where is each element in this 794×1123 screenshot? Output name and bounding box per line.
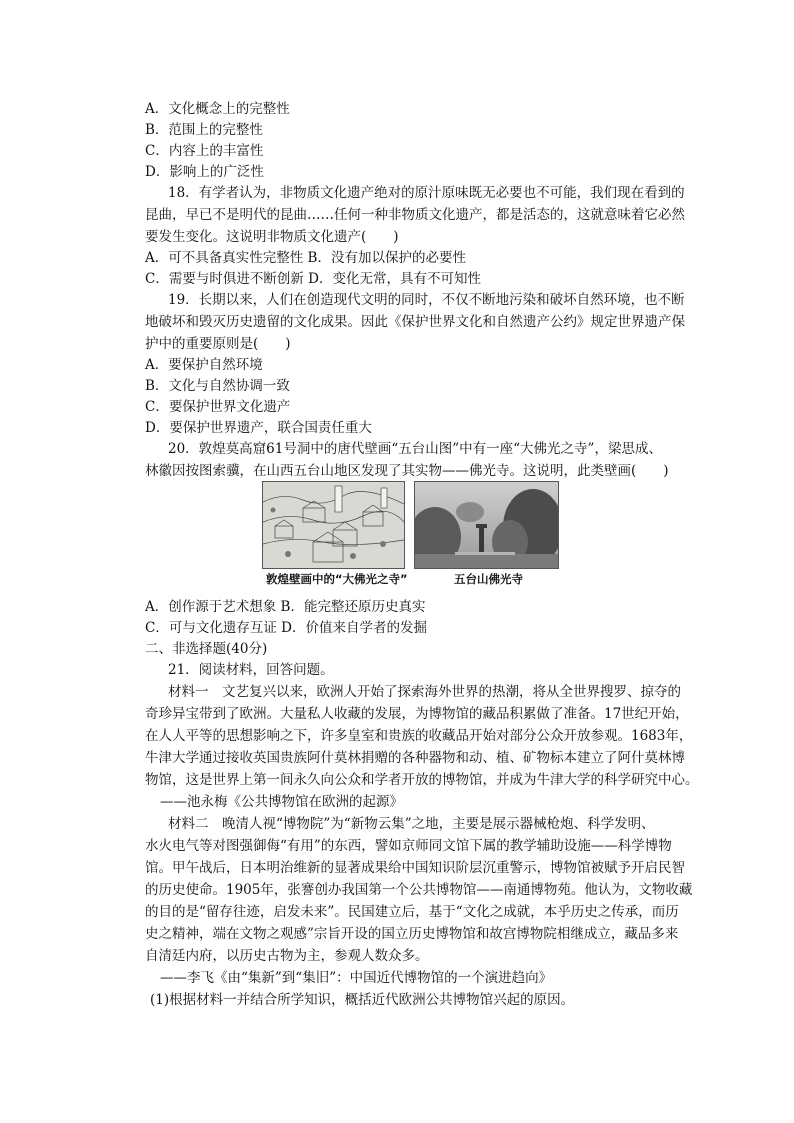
mural-caption: 敦煌壁画中的“大佛光之寺”: [266, 572, 408, 586]
material1-line3: 在人人平等的思想影响之下，许多皇室和贵族的收藏品开始对部分公众开放参观。1683年，: [145, 728, 693, 744]
material1-line4: 牛津大学通过接收英国贵族阿什莫林捐赠的各种器物和动、植、矿物标本建立了阿什莫林博: [145, 750, 685, 766]
mural-image: [262, 481, 405, 569]
material2-line7: 自清廷内府，以历史古物为主，参观人数众多。: [145, 948, 429, 964]
q18-stem-line1: 18．有学者认为，非物质文化遗产绝对的原汁原味既无必要也不可能，我们现在看到的: [168, 185, 685, 201]
mural-illustration: [263, 482, 404, 568]
q18-stem-line2: 昆曲，早已不是明代的昆曲……任何一种非物质文化遗产，都是活态的，这就意味着它必然: [145, 207, 685, 223]
material1-source: ——池永梅《公共博物馆在欧洲的起源》: [160, 794, 403, 810]
material2-source: ——李飞《由“集新”到“集旧”：中国近代博物馆的一个演进趋向》: [160, 970, 553, 986]
material2-line2: 水火电气等对图强御侮“有用”的东西，譬如京师同文馆下属的教学辅助设施——科学博物: [145, 838, 672, 854]
q19-option-c: C．要保护世界文化遗产: [145, 399, 291, 415]
q20-stem-line2: 林徽因按图索骥，在山西五台山地区发现了其实物——佛光寺。这说明，此类壁画( ): [145, 463, 669, 479]
q19-option-a: A．要保护自然环境: [145, 357, 263, 373]
q18-stem-line3: 要发生变化。这说明非物质文化遗产( ): [145, 229, 399, 245]
material2-line1: 材料二 晚清人视“博物院”为“新物云集”之地，主要是展示器械枪炮、科学发明、: [168, 816, 655, 832]
material1-line2: 奇珍异宝带到了欧洲。大量私人收藏的发展，为博物馆的藏品积累做了准备。17世纪开始，: [145, 706, 689, 722]
q20-stem-line1: 20．敦煌莫高窟61号洞中的唐代壁画“五台山图”中有一座“大佛光之寺”，梁思成、: [168, 441, 662, 457]
section-heading: 二、非选择题(40分): [145, 641, 268, 657]
q18-options-cd: C．需要与时俱进不断创新 D．变化无常，具有不可知性: [145, 271, 481, 287]
q20-options-cd: C．可与文化遗存互证 D．价值来自学者的发掘: [145, 620, 427, 636]
q17-option-a: A．文化概念上的完整性: [145, 101, 290, 117]
q17-option-c: C．内容上的丰富性: [145, 143, 264, 159]
material1-line1: 材料一 文艺复兴以来，欧洲人开始了探索海外世界的热潮，将从全世界搜罗、掠夺的: [168, 684, 681, 700]
q18-options-ab: A．可不具备真实性完整性 B．没有加以保护的必要性: [145, 250, 466, 266]
q19-stem-line2: 地破坏和毁灭历史遗留的文化成果。因此《保护世界文化和自然遗产公约》规定世界遗产保: [145, 314, 685, 330]
temple-caption: 五台山佛光寺: [454, 572, 523, 586]
material2-line5: 的目的是“留存往迹，启发未来”。民国建立后，基于“文化之成就，本乎历史之传承，而历: [145, 904, 679, 920]
material1-line5: 物馆，这是世界上第一间永久向公众和学者开放的博物馆，并成为牛津大学的科学研究中心。: [145, 772, 699, 788]
q20-options-ab: A．创作源于艺术想象 B．能完整还原历史真实: [145, 599, 426, 615]
q19-stem-line3: 护中的重要原则是( ): [145, 336, 291, 352]
q19-option-d: D．要保护世界遗产，联合国责任重大: [145, 420, 372, 436]
temple-photo: [414, 481, 559, 569]
q19-stem-line1: 19．长期以来，人们在创造现代文明的同时，不仅不断地污染和破坏自然环境，也不断: [168, 292, 685, 308]
temple-illustration: [415, 482, 558, 568]
q19-option-b: B．文化与自然协调一致: [145, 378, 290, 394]
q17-option-b: B．范围上的完整性: [145, 122, 263, 138]
q17-option-d: D．影响上的广泛性: [145, 164, 264, 180]
material2-line4: 的历史使命。1905年，张謇创办我国第一个公共博物馆——南通博物苑。他认为，文物收藏: [145, 882, 693, 898]
material2-line6: 史之精神，端在文物之观感”宗旨开设的国立历史博物馆和故宫博物院相继成立，藏品多来: [145, 926, 679, 942]
material2-line3: 馆。甲午战后，日本明治维新的显著成果给中国知识阶层沉重警示，博物馆被赋予开启民智: [145, 860, 685, 876]
q21-intro: 21．阅读材料，回答问题。: [168, 662, 334, 678]
q21-subquestion-1: (1)根据材料一并结合所学知识，概括近代欧洲公共博物馆兴起的原因。: [150, 992, 575, 1008]
